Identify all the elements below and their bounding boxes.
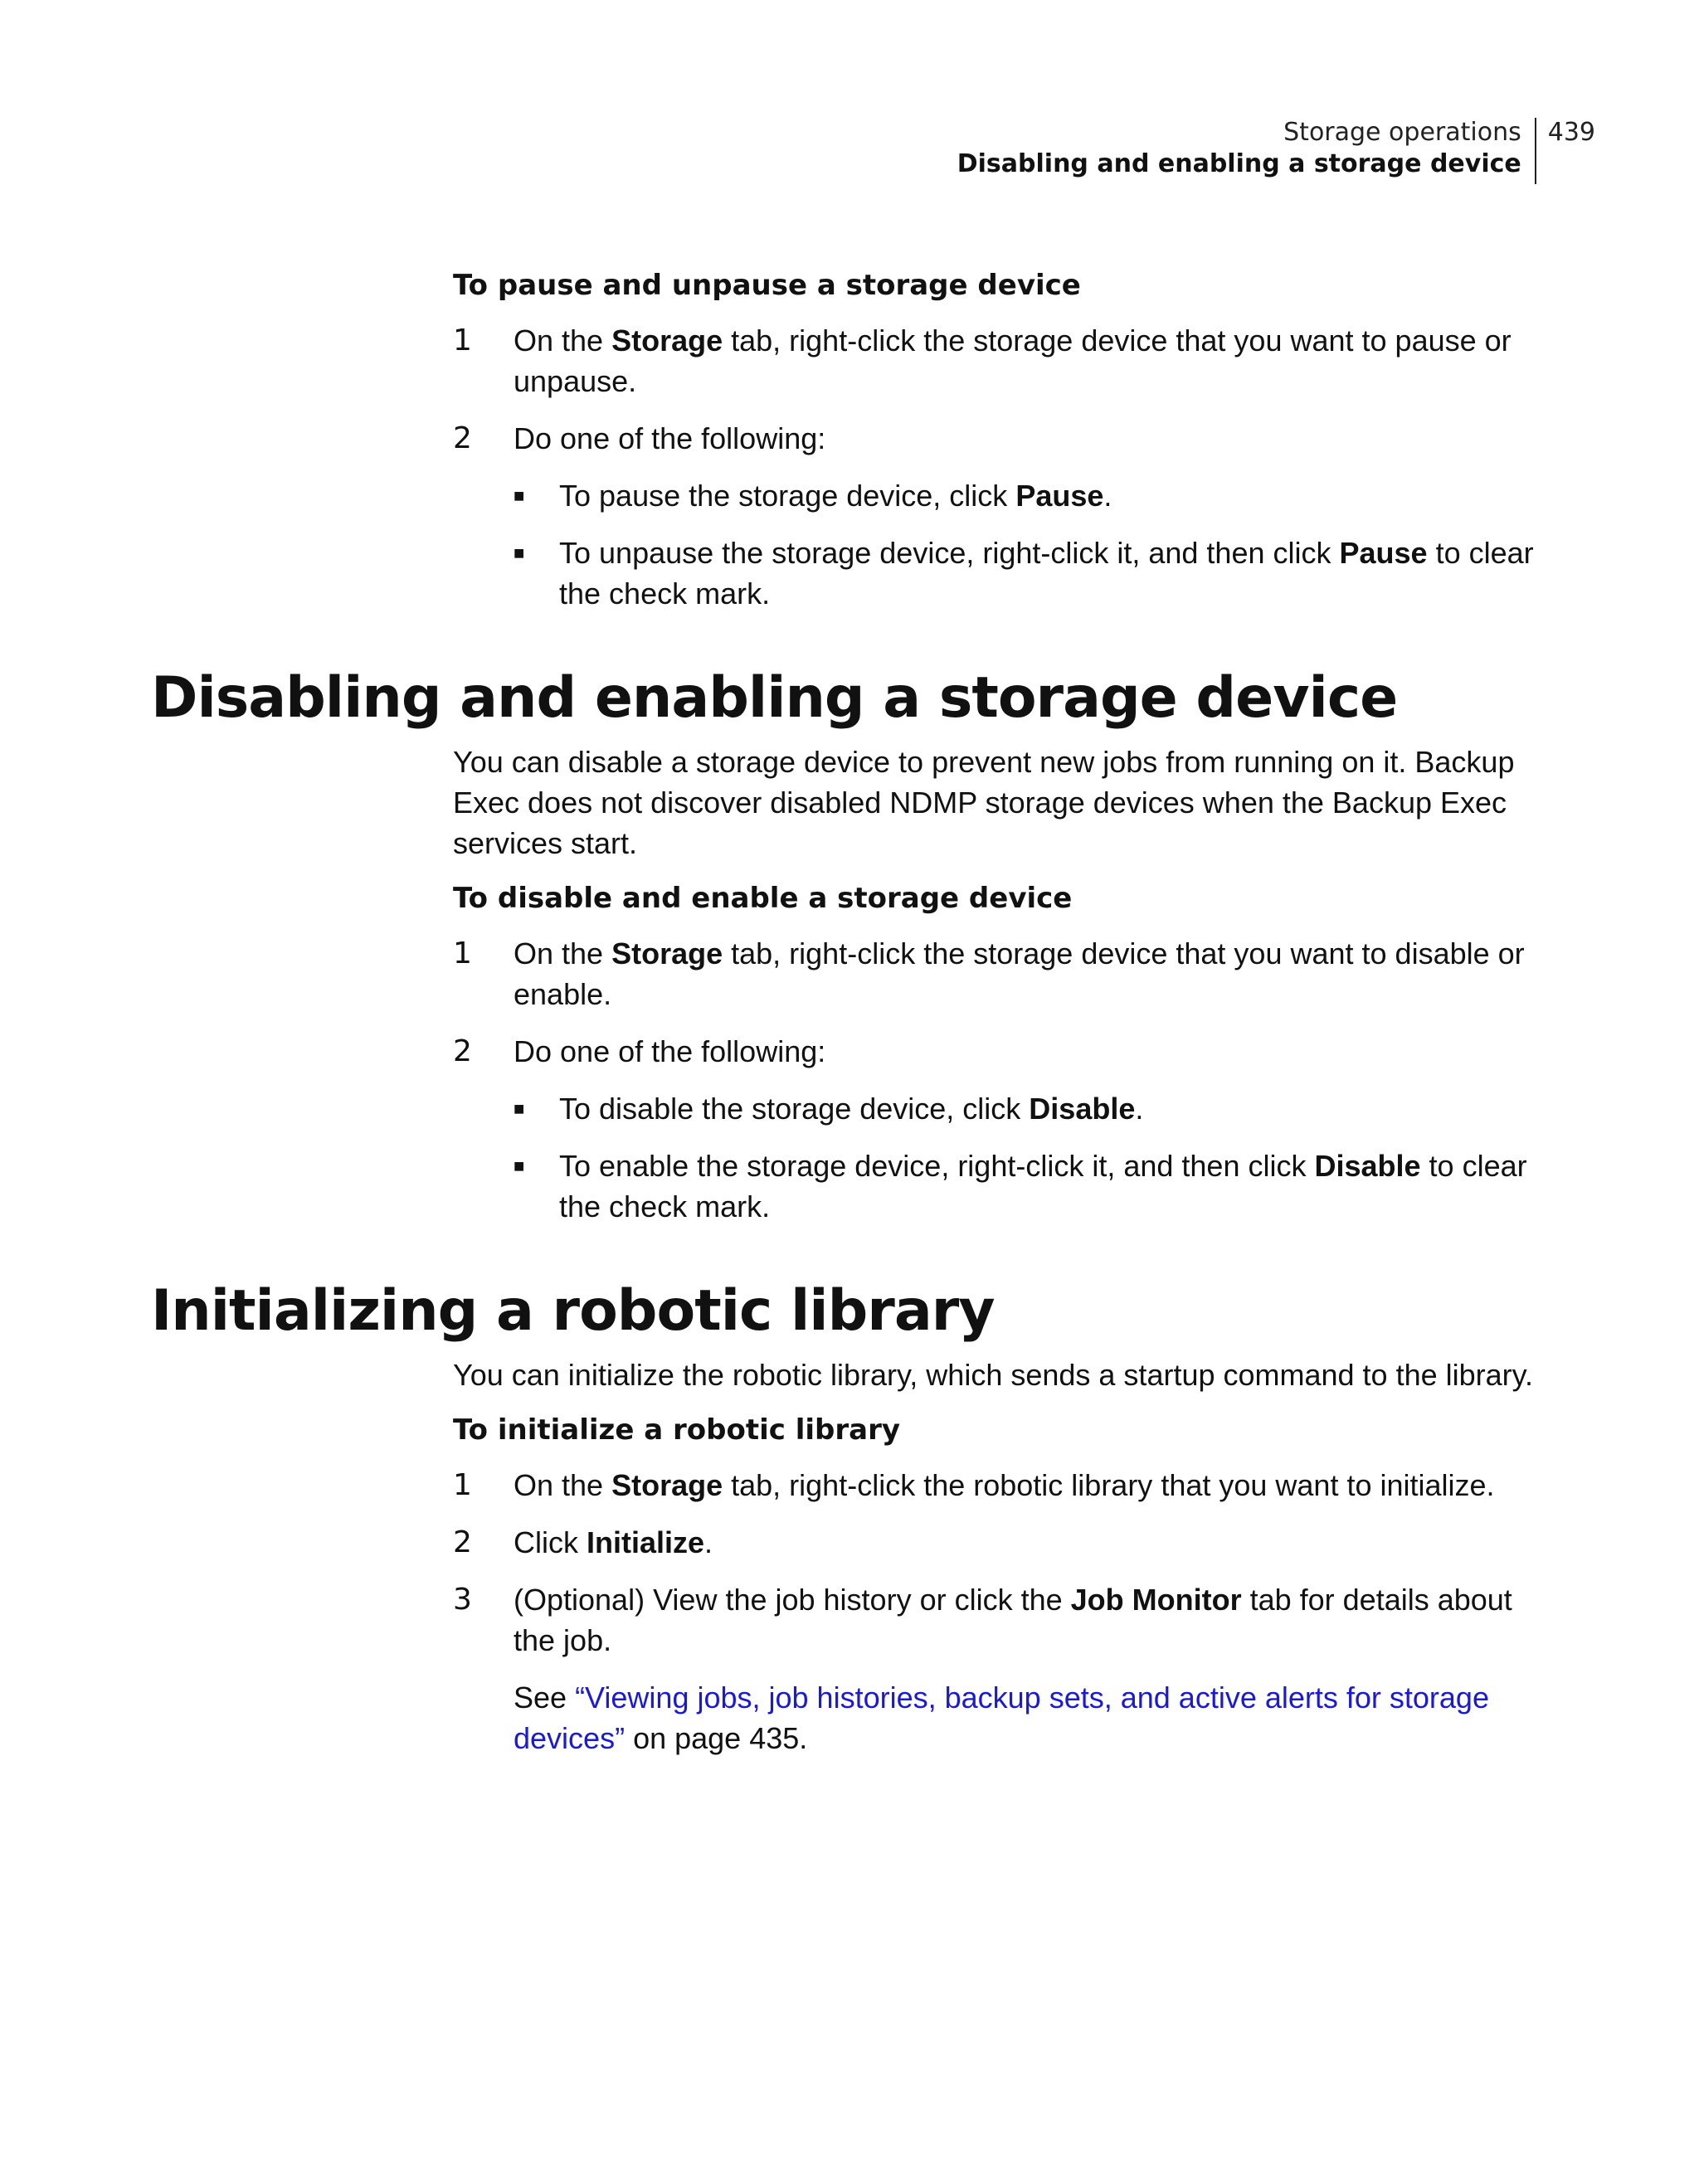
text-run: . [704,1525,713,1559]
ui-term: Disable [1314,1149,1421,1183]
text-run: to clear the check mark. [559,1149,1527,1223]
procedure-title: To disable and enable a storage device [453,882,1073,915]
text-run: tab, right-click the storage device that you want to pause or unpause. [514,323,1512,398]
disable-section [151,664,1545,1227]
section-body [453,1355,1545,1758]
running-header [957,118,1595,184]
step-item [453,320,1545,401]
intro-paragraph: You can initialize the robotic library, which sends a startup command to the library. [453,1358,1533,1392]
step-number: 2 [453,421,472,455]
cross-reference-link[interactable]: “Viewing jobs, job histories, backup sets, and active alerts for storage devices” [514,1681,1489,1755]
bullet-item [514,533,1545,614]
text-run: To pause the storage device, click [559,479,1016,513]
step-number: 2 [453,1034,472,1068]
intro-paragraph: You can disable a storage device to prevent new jobs from running on it. Backup Exec does not discover disabled NDMP storage devices when the Backup Exec services start. [453,745,1515,860]
step-text [514,1522,1545,1563]
bullet-item [514,1146,1545,1227]
step-content [514,1031,1545,1227]
text-run: To disable the storage device, click [559,1092,1030,1126]
ui-term: Pause [1339,536,1428,570]
bullet-item [514,475,1545,516]
text-run: To enable the storage device, right-click it, and then click [559,1149,1315,1183]
step-text: Do one of the following: [514,1034,826,1068]
header-section-name: Storage operations [1283,118,1521,147]
procedure-steps [453,1465,1545,1758]
ui-term: Storage [611,936,723,970]
text-run: tab, right-click the robotic library that you want to initialize. [723,1468,1495,1502]
text-run: on page 435. [625,1721,808,1755]
text-run: . [1135,1092,1144,1126]
ui-term: Storage [611,1468,723,1502]
text-run: On the [514,1468,612,1502]
text-run: . [1103,479,1112,513]
step-item [453,933,1545,1014]
see-also-reference [514,1677,1545,1758]
text-run: tab for details about the job. [514,1583,1512,1657]
ui-term: Disable [1029,1092,1136,1126]
step-text: Do one of the following: [514,421,826,455]
step-number: 1 [453,323,472,358]
bullet-square-icon: ■ [514,1155,525,1176]
procedure-title: To initialize a robotic library [453,1413,901,1447]
bullet-text [559,1146,1545,1227]
bullet-list [514,475,1545,614]
header-titles [957,118,1536,184]
page-content [151,267,1545,1775]
step-text [514,320,1545,401]
bullet-square-icon: ■ [514,485,525,506]
pause-procedure [453,267,1545,614]
step-item [453,1031,1545,1227]
section-heading: Initializing a robotic library [151,1278,995,1344]
step-content [514,418,1545,614]
text-run: To unpause the storage device, right-click it, and then click [559,536,1340,570]
text-run: to clear the check mark. [559,536,1534,610]
header-topic-name: Disabling and enabling a storage device [957,149,1521,178]
text-run: On the [514,936,612,970]
bullet-item [514,1088,1545,1129]
section-heading: Disabling and enabling a storage device [151,665,1398,731]
step-item [453,1465,1545,1505]
text-run: On the [514,323,612,358]
ui-term: Storage [611,323,723,358]
step-item [453,1579,1545,1758]
procedure-steps [453,933,1545,1227]
ui-term: Pause [1015,479,1104,513]
ui-term: Job Monitor [1070,1583,1242,1617]
text-run: (Optional) View the job history or click the [514,1583,1071,1617]
text-run: Click [514,1525,587,1559]
step-text [514,933,1545,1014]
step-number: 2 [453,1525,472,1559]
bullet-text [559,475,1112,516]
bullet-list [514,1088,1545,1227]
bullet-text [559,1088,1143,1129]
text-run: tab, right-click the storage device that you want to disable or enable. [514,936,1525,1011]
initialize-section [151,1277,1545,1758]
step-item [453,418,1545,614]
procedure-steps [453,320,1545,614]
step-number: 1 [453,1468,472,1502]
step-content [514,1579,1545,1758]
page-number: 439 [1547,118,1595,147]
bullet-square-icon: ■ [514,1098,525,1119]
bullet-text [559,533,1545,614]
step-item [453,1522,1545,1563]
procedure-title: To pause and unpause a storage device [453,269,1081,302]
text-run: See [514,1681,576,1715]
step-number: 3 [453,1583,472,1617]
step-text [514,1579,1545,1661]
step-number: 1 [453,936,472,970]
step-text [514,1465,1545,1505]
section-body [453,742,1545,1227]
ui-term: Initialize [587,1525,705,1559]
bullet-square-icon: ■ [514,542,525,563]
